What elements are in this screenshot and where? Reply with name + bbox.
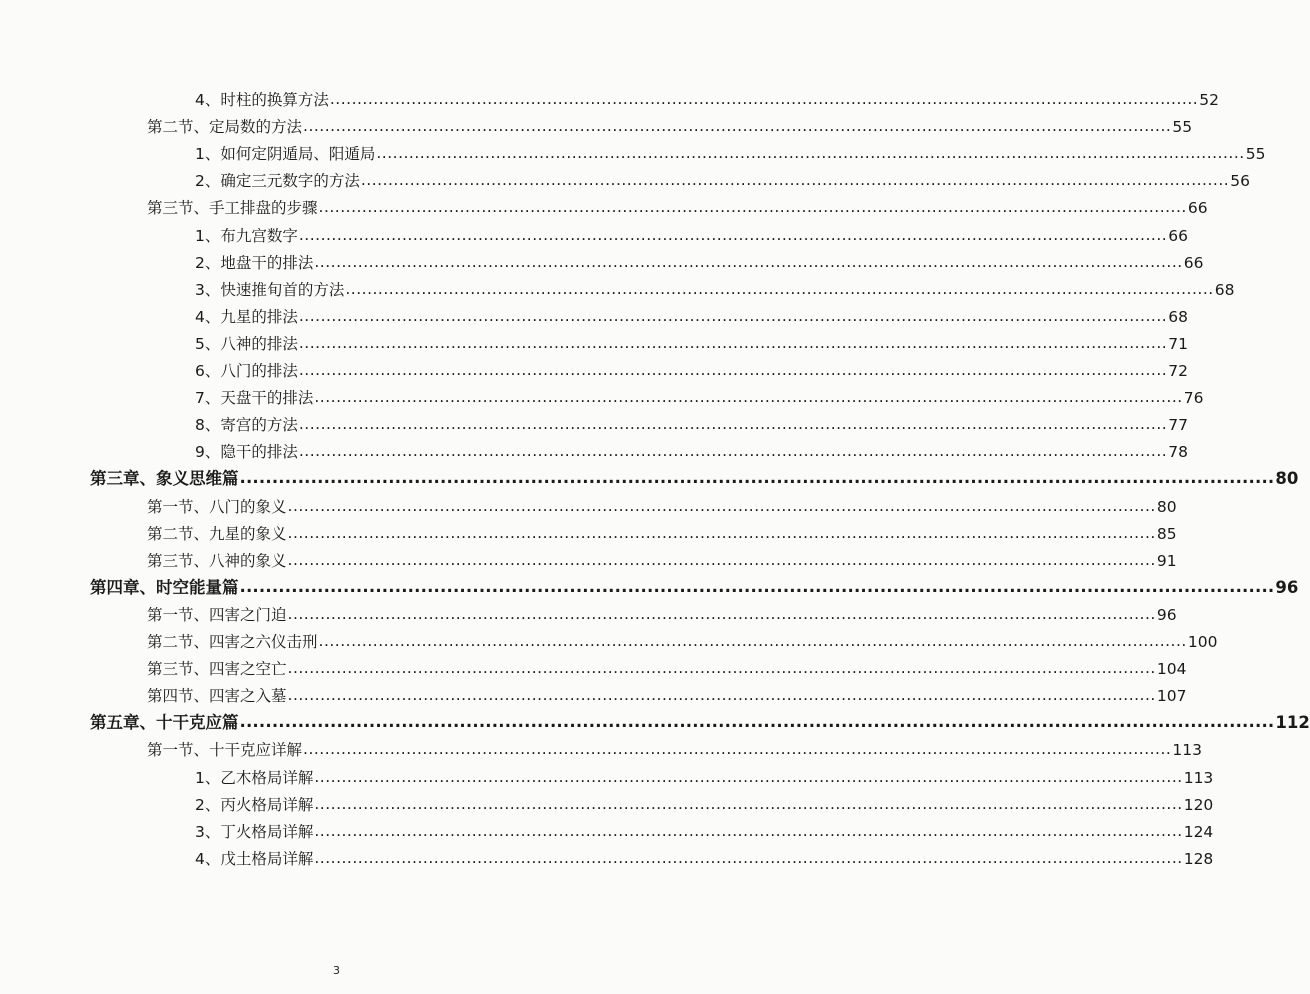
toc-entry-page-number: 113 <box>1183 768 1214 787</box>
toc-entry-page-number: 113 <box>1172 741 1202 760</box>
toc-entry-title: 7、天盘干的排法 <box>195 389 314 408</box>
toc-entry-page-number: 76 <box>1183 389 1204 408</box>
dot-leader: ................................................................................................................................................................ <box>298 333 1168 352</box>
toc-entry-page-number: 71 <box>1168 334 1188 353</box>
dot-leader: ................................................................................................................................................................ <box>314 388 1183 407</box>
dot-leader: ................................................................................................................................................................ <box>298 442 1168 461</box>
toc-entry-page-number: 120 <box>1183 795 1214 814</box>
toc-entry-page-number: 78 <box>1168 443 1188 462</box>
toc-entry-title: 第一节、八门的象义 <box>147 497 287 516</box>
toc-entry-section[interactable] <box>147 520 1177 544</box>
toc-entry-page-number: 107 <box>1156 687 1187 706</box>
toc-entry-title: 2、丙火格局详解 <box>195 795 314 814</box>
toc-entry-page-number: 66 <box>1168 226 1188 245</box>
toc-entry-page-number: 104 <box>1156 660 1187 679</box>
toc-entry-title: 1、布九宫数字 <box>195 226 298 245</box>
toc-entry-item[interactable] <box>195 276 1235 300</box>
dot-leader: ................................................................................................................................................................ <box>376 144 1245 163</box>
toc-entry-title: 第四节、四害之入墓 <box>147 687 287 706</box>
toc-entry-page-number: 96 <box>1275 577 1299 597</box>
toc-entry-item[interactable] <box>195 764 1214 788</box>
dot-leader: ................................................................................................................................................................ <box>318 632 1187 650</box>
dot-leader: ................................................................................................................................................................ <box>314 794 1183 813</box>
dot-leader: ................................................................................................................................................................ <box>303 740 1172 759</box>
page-number: 3 <box>333 964 340 977</box>
dot-leader: ................................................................................................................................................................ <box>318 198 1187 217</box>
toc-entry-chapter[interactable] <box>90 709 1310 733</box>
dot-leader: ................................................................................................................................................................ <box>298 225 1168 244</box>
toc-entry-title: 第一节、四害之门迫 <box>147 605 287 624</box>
dot-leader: ................................................................................................................................................................ <box>287 496 1156 515</box>
toc-entry-title: 2、确定三元数字的方法 <box>195 172 360 191</box>
toc-entry-item[interactable] <box>195 818 1214 842</box>
toc-entry-page-number: 128 <box>1183 849 1214 868</box>
toc-entry-title: 4、九星的排法 <box>195 307 298 326</box>
dot-leader: ................................................................................................................................................................ <box>287 550 1156 569</box>
toc-entry-title: 第三节、四害之空亡 <box>147 660 287 679</box>
toc-entry-title: 第五章、十干克应篇 <box>90 713 239 733</box>
toc-entry-title: 第三节、八神的象义 <box>147 551 287 570</box>
dot-leader: ................................................................................................................................................................ <box>239 712 1275 732</box>
toc-entry-section[interactable] <box>147 601 1177 625</box>
toc-entry-item[interactable] <box>195 330 1188 354</box>
toc-entry-item[interactable] <box>195 438 1188 462</box>
toc-entry-section[interactable] <box>147 113 1193 137</box>
toc-entry-title: 2、地盘干的排法 <box>195 253 314 272</box>
toc-entry-title: 第二节、四害之六仪击刑 <box>147 633 318 651</box>
toc-entry-page-number: 66 <box>1183 253 1204 272</box>
toc-entry-item[interactable] <box>195 140 1266 164</box>
toc-entry-page-number: 55 <box>1245 145 1266 164</box>
dot-leader: ................................................................................................................................................................ <box>287 523 1156 542</box>
toc-entry-page-number: 91 <box>1156 551 1177 570</box>
toc-entry-title: 5、八神的排法 <box>195 334 298 353</box>
toc-entry-title: 1、乙木格局详解 <box>195 768 314 787</box>
toc-entry-title: 9、隐干的排法 <box>195 443 298 462</box>
toc-entry-item[interactable] <box>195 357 1188 381</box>
toc-entry-page-number: 55 <box>1172 118 1193 137</box>
toc-entry-section[interactable] <box>147 547 1177 571</box>
toc-entry-section[interactable] <box>147 194 1208 218</box>
toc-entry-title: 第四章、时空能量篇 <box>90 577 239 597</box>
toc-entry-page-number: 52 <box>1199 91 1219 109</box>
toc-entry-section[interactable] <box>147 628 1218 652</box>
dot-leader: ................................................................................................................................................................ <box>239 576 1275 596</box>
toc-entry-title: 6、八门的排法 <box>195 362 298 380</box>
toc-entry-title: 4、时柱的换算方法 <box>195 91 329 109</box>
toc-entry-title: 1、如何定阴遁局、阳遁局 <box>195 145 376 164</box>
toc-entry-page-number: 56 <box>1230 172 1250 191</box>
toc-entry-title: 3、快速推旬首的方法 <box>195 280 345 299</box>
dot-leader: ................................................................................................................................................................ <box>287 659 1156 678</box>
toc-entry-page-number: 68 <box>1214 280 1235 299</box>
toc-entry-page-number: 100 <box>1187 633 1218 651</box>
toc-entry-page-number: 80 <box>1275 469 1299 489</box>
toc-entry-item[interactable] <box>195 86 1219 110</box>
toc-entry-page-number: 96 <box>1156 605 1177 624</box>
toc-entry-section[interactable] <box>147 736 1202 760</box>
toc-entry-item[interactable] <box>195 249 1204 273</box>
dot-leader: ................................................................................................................................................................ <box>314 252 1183 271</box>
dot-leader: ................................................................................................................................................................ <box>303 117 1172 136</box>
toc-entry-title: 第三节、手工排盘的步骤 <box>147 199 318 218</box>
toc-entry-page-number: 68 <box>1168 307 1188 326</box>
toc-entry-item[interactable] <box>195 845 1214 869</box>
dot-leader: ................................................................................................................................................................ <box>314 767 1183 786</box>
toc-entry-item[interactable] <box>195 303 1188 327</box>
dot-leader: ................................................................................................................................................................ <box>298 306 1168 325</box>
toc-entry-title: 第三章、象义思维篇 <box>90 469 239 489</box>
toc-entry-page-number: 112 <box>1275 713 1310 733</box>
toc-entry-section[interactable] <box>147 682 1187 706</box>
dot-leader: ................................................................................................................................................................ <box>314 848 1183 867</box>
toc-entry-title: 第一节、十干克应详解 <box>147 741 303 760</box>
dot-leader: ................................................................................................................................................................ <box>329 90 1199 108</box>
toc-entry-page-number: 77 <box>1168 416 1188 435</box>
dot-leader: ................................................................................................................................................................ <box>239 468 1275 488</box>
toc-entry-title: 3、丁火格局详解 <box>195 822 314 841</box>
toc-entry-item[interactable] <box>195 791 1214 815</box>
toc-entry-section[interactable] <box>147 493 1177 517</box>
toc-entry-page-number: 80 <box>1156 497 1177 516</box>
dot-leader: ................................................................................................................................................................ <box>298 415 1168 434</box>
toc-entry-item[interactable] <box>195 411 1188 435</box>
dot-leader: ................................................................................................................................................................ <box>287 604 1156 623</box>
dot-leader: ................................................................................................................................................................ <box>298 361 1168 379</box>
toc-entry-title: 第二节、九星的象义 <box>147 524 287 543</box>
toc-entry-item[interactable] <box>195 222 1188 246</box>
toc-entry-page-number: 72 <box>1168 362 1188 380</box>
toc-entry-item[interactable] <box>195 384 1204 408</box>
dot-leader: ................................................................................................................................................................ <box>314 821 1183 840</box>
toc-entry-page-number: 124 <box>1183 822 1214 841</box>
dot-leader: ................................................................................................................................................................ <box>287 686 1156 705</box>
toc-entry-section[interactable] <box>147 655 1187 679</box>
toc-entry-chapter[interactable] <box>90 465 1299 489</box>
toc-entry-title: 第二节、定局数的方法 <box>147 118 303 137</box>
toc-entry-item[interactable] <box>195 167 1250 191</box>
toc-entry-chapter[interactable] <box>90 574 1299 598</box>
dot-leader: ................................................................................................................................................................ <box>360 171 1230 190</box>
dot-leader: ................................................................................................................................................................ <box>345 279 1214 298</box>
toc-entry-title: 8、寄宫的方法 <box>195 416 298 435</box>
toc-entry-page-number: 85 <box>1156 524 1177 543</box>
toc-entry-title: 4、戊土格局详解 <box>195 849 314 868</box>
toc-entry-page-number: 66 <box>1187 199 1208 218</box>
